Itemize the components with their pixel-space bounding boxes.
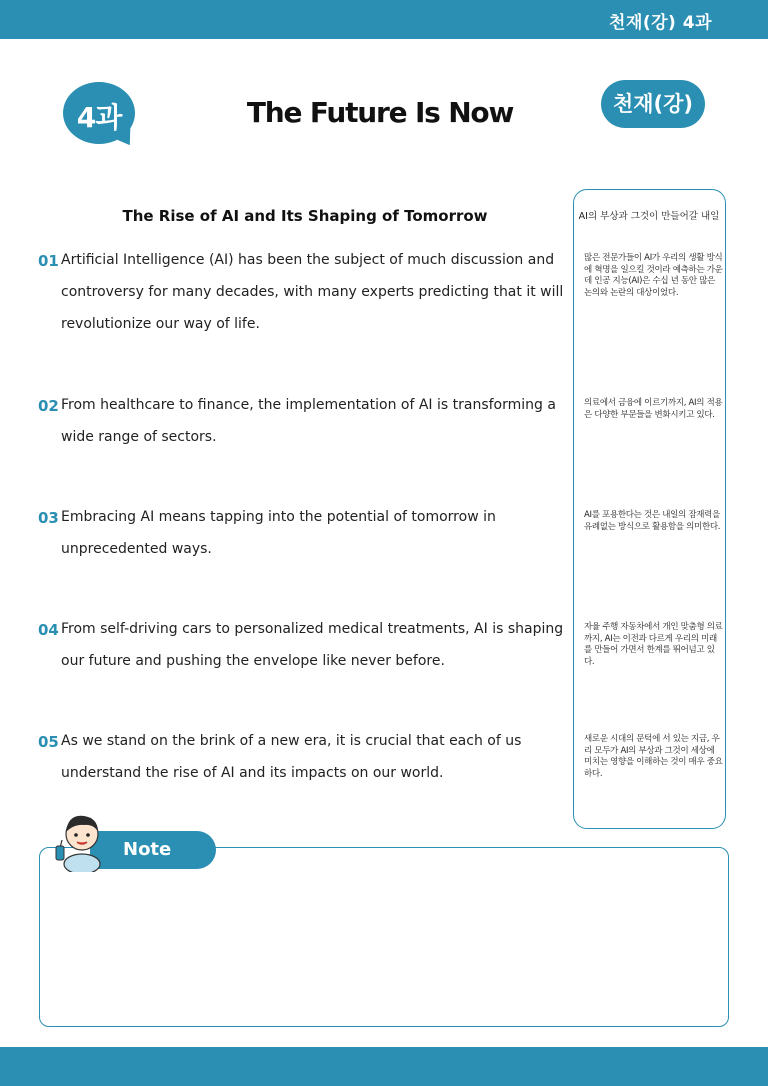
lesson-badge (63, 82, 137, 144)
translation-02: 의료에서 금융에 이르기까지, AI의 적용은 다양한 부문들을 변화시키고 있다. (584, 398, 723, 420)
translation-01: 많은 전문가들이 AI가 우리의 생활 방식에 혁명을 일으킬 것이라 예측하는 가운데 인공 지능(AI)은 수십 년 동안 많은 논의와 논란의 대상이었다. (584, 253, 723, 298)
note-tab (90, 831, 216, 869)
sentence-number: 05 (38, 733, 59, 751)
sentence-text: Artificial Intelligence (AI) has been the subject of much discussion and controversy for many decades, with many experts predicting that it will revolutionize our way of life. (61, 252, 564, 332)
note-label: Note (123, 839, 172, 860)
sentence-text: From self-driving cars to personalized medical treatments, AI is shaping our future and pushing the envelope like never before. (61, 621, 564, 669)
sentence-text: Embracing AI means tapping into the potential of tomorrow in unprecedented ways. (61, 509, 496, 557)
publisher-badge: 천재(강) (601, 80, 705, 128)
passage-subtitle: The Rise of AI and Its Shaping of Tomorrow (122, 207, 488, 225)
translation-panel-title: AI의 부상과 그것이 만들어갈 내일 (578, 211, 720, 222)
cartoon-boy-icon (52, 806, 108, 872)
sentence-number: 02 (38, 397, 59, 415)
note-box[interactable] (39, 847, 729, 1027)
sentence-text: From healthcare to finance, the implementation of AI is transforming a wide range of sectors. (61, 397, 556, 445)
sentence-number: 04 (38, 621, 59, 639)
translation-03: AI를 포용한다는 것은 내일의 잠재력을 유례없는 방식으로 활용함을 의미한다. (584, 510, 721, 532)
sentence-number: 01 (38, 252, 59, 270)
translation-04: 자율 주행 자동차에서 개인 맞춤형 의료까지, AI는 이전과 다르게 우리의 미래를 만들어 가면서 한계를 뛰어넘고 있다. (584, 622, 723, 667)
sentence-number: 03 (38, 509, 59, 527)
translation-05: 새로운 시대의 문턱에 서 있는 지금, 우리 모두가 AI의 부상과 그것이 세상에 미치는 영향을 이해하는 것이 매우 중요하다. (584, 734, 723, 779)
top-bar (0, 0, 768, 39)
lesson-badge-text: 4과 (76, 101, 122, 134)
header-brand: 천재(강) 4과 (609, 13, 712, 33)
bottom-bar (0, 1047, 768, 1086)
sentence-text: As we stand on the brink of a new era, it is crucial that each of us understand the rise of AI and its impacts on our world. (61, 733, 522, 781)
page-title: The Future Is Now (246, 96, 514, 129)
